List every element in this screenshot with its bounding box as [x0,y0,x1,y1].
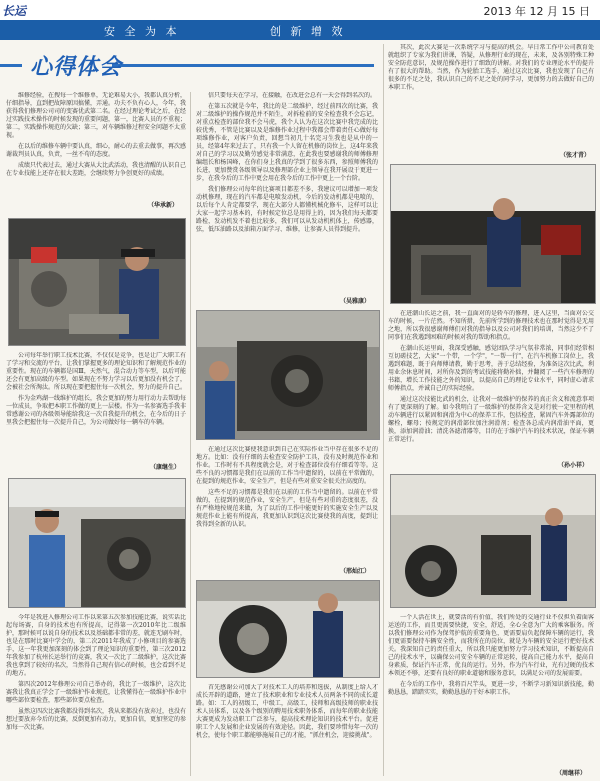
photo-mechanic-tires [196,580,380,678]
page-headline: 心得体会 [30,54,123,80]
headline-rule-right [112,64,374,67]
article-7-paragraph: 通过这次技能比武的机会，让我对一级维护的保养的真正含义和流意事项有了更深刻的了解。如今我明白了一级维护的保养含义是对行驶一定里程的机动车辆进行以紧固和润滑为中心的保养工作，包括检查，紧固汽车外露部位的螺栓，螺母；按规定的润滑部位加注润滑剂；检查各总成内润滑油平面，更换，添加润滑油；清洗各滤清器等，目的在于维护汽车的技术状况，保证车辆正常运行。 [388,396,594,443]
article-3-paragraph: 今年是我进入修理公司工作以来第五次参加技能比赛，说实话比起每场赛，自身的技术也有所提高，记得第一次2010年比二级维护，那时候可以说自身的技术以及基础都非常的差，就连无刷车时，也是在那时比赛中学会的，第二次2011年我成了小修项目的参赛选手，这一年我更加深刻的体会到了理论知识的重要性，第三次2012年我参加了杭州长运举行的竞赛，我又一次比了二级维护，这次比赛我也拿到了较好的名次，当然得自己现有信心的时候，也会看到不足的地方。 [6,614,186,677]
article-6-paragraph: 其次，此次大赛是一次系统学习与提高的机会。早日常工作中公司教育处就组织了专家为我们讲课，答疑，从修理行业的现在，未来，及各别特殊工种安全防范意识，及规范操作进行了细致的讲解。对我们的专业理论水平的提升有了很大的帮助。当然，作为轮胎工选手，通过这次比赛，我也发现了自己有很多的不足之处，我认识自己的不足之处的同学习，更加努力的去做好自己的本职工作。 [388,44,594,91]
article-3-paragraph: 虽然这四次比赛我都没得到名次，我从来都没有放弃过，也没有想过要放弃今后的比赛，反倒更加有动力，更加自信，更加坚定的参加每一次比赛。 [6,708,186,731]
article-5-paragraph: 在通过这次比赛使我意识到自己在实际作业当中存在很多不足的地方。比如：没有仔细的去检查安全防护工具，没有及时规范作业和作业。工作时有不具程度就会是，对于检查部位没有仔细看等等。这些不良的习惯都是我们在以前的工作当中遗留的，以前在平常做的，在提到的规范作业，安全生产，但是有些对重安全很关注高度的。 [196,446,378,485]
article-7-byline: （孙小祥） [558,462,589,469]
article-6-continued [388,44,594,95]
article-2 [6,352,186,430]
article-8-paragraph: 在今后的工作中，我将百尺竿头，更进一步，不断学习新知识新技能，勤勤恳恳，踏踏实实，勤勤恳恳的干好本职工作。 [388,681,594,696]
issue-date: 2013 年 12 月 15 日 [483,5,590,18]
column-divider [383,44,384,776]
article-2-paragraph: 作为金鸡湖一线维护的组长，我会更加的努力用行动力去帮助每一位成员，争取把本职工作做的更上一层楼。作为一名参赛选手我非常感谢公司的各级领导能给我这一次自我提升的机会，在今后的日子里我会把握住每一次提升自己，为公司做好每一辆车的车辆。 [6,395,186,426]
slogan-right: 创 新 增 效 [270,25,346,38]
article-5-byline: （邢灿江） [340,568,371,575]
article-4-paragraph: 信只要每天在学习，在接触，在改进会总有一天会得到名次的。 [208,92,377,99]
photo-mechanic-with-engine [8,478,186,608]
article-1-paragraph: 成绩只代表过去，通过大赛从大比武活动，我也清醒的认识自己在专业技能上还存在很大差距，会继续努力争创更好的成绩。 [6,162,186,177]
slogan-left: 安 全 为 本 [104,25,180,38]
masthead [0,0,600,21]
article-1-paragraph: 在以后的维修车辆中要认真，细心，耐心的去重去做事，再次感谢裁判员认真，负责，一丝不苟的态度。 [6,143,186,158]
article-4-byline: （吴雅康） [340,298,371,305]
photo-mechanic-workshop [390,164,596,304]
article-2-byline: （康继生） [150,464,181,471]
slogan-band [0,20,600,40]
article-5-paragraph: 这些不足的习惯都是我们在以前的工作当中遗留的。以前在平常做的，在提到的规范作业，安全生产，但是有些对重的态度很差，没有严格地按规范来做，为了以后的工作中能更好的实施安全生产以及规范作业上能有所提高，我更加认识到这次比赛使我的高度，提到让我得到全新的认识。 [196,489,378,528]
article-1 [6,92,186,181]
article-6-paragraph: 首先感谢公司加大了对技术工人的培养和选拔，从制度上给人才成长开辟的道路，建立了技术职业和专业技术人员两条不同的成长道路。如：工人的初级工，中级工，高级工，技师和高级技师的职业技术人员体系，以及各个级别的聘用技术职务体系，而每年的职业技能大赛更成为发动职工广泛参与，提高技术理论知识的技术平台。促进职工个人发展和企业发展的有效途径。因此，我们要珍惜每年一次的机会，使每个职工都能够施展自己的才能，"抓住机会，迎接挑战"。 [196,684,378,739]
article-1-paragraph: 维修经验，在搜每一个维修单，无论难易大小，我都认真分析，仔细指导，直到把故障原因搞懂，弄通。功夫不负有心人，今年，我获得我们修理公司司的变赛优武第二名。在经过理论考试之后，在经过实践技术操作的时候发现的重要问题，第一，比赛人员的不重视；第二，实践操作规范的欠缺；第三，对车辆维修过程安全问题不太重视。 [6,92,186,139]
article-6 [196,684,378,743]
article-7-paragraph: 在潮山长运里面，我深受感触，感觉团队学习气氛非常浓，同事们经常相互切磋技艺，大家"一个带，一个学"，"一帮一行"，在汽车机修工岗位上，我遇到难题，既于向师傅请教，勤于思考，善于总结经验，为准备这次比武，利用业余休息时间，对所你及到的考试技能将勤补拙，并翻阅了一些汽车修理的书籍，增长工作技能之外的知识，以提高自己的理论专业水平，同时虚心请求师傅指点，并诚自己的实际经验。 [388,345,594,392]
article-7-paragraph: 在进潮山长运之前，我一直面对的是轿车的修理，进入这里，当面对公交车的时候，一片茫然。不知所措，先前所学到的修理技术也在那时觉得是无用之地，所以我很感谢师傅们对我的指导以及公司对我们的培训，当然这少不了同事们在我遇到困难的时候对我的帮助和指点。 [388,310,594,341]
article-5 [196,446,378,532]
article-3 [6,614,186,735]
article-6-byline: （张才青） [560,152,591,159]
column-divider [190,92,191,776]
article-2-paragraph: 公司每年举行职工技术比赛，不仅仅是竞争，也是让广大职工有了学习和交流的平台，让我们掌握更多的理论知识和了解规范作业的重要性。现在的车辆都是国Ⅲ，天然气，混合动力等车型，以后可能还会有更加高级的车型。如果现在不努力学习以后更加没有机会了，会被社会所淘汰。所以现在要把握住每一次机会，努力的提升自己。 [6,352,186,391]
photo-bus-engine-compartment [196,310,380,440]
article-4-paragraph: 在第五次就是今年，我比的是二级维护，经过前四次的比赛，我对二级维护的操作规范并不陌生，对拆检前的安全检查我不会忘记，对重点检查的部位我不会马虎，我个人认为在这次比赛中我完成的比较优秀，不管是比赛以及是维修作业过程中我都会带着责任心做好每项维修作业，对客户负责，回想当初几十名完习生我也是从中的一员，经第4年来过去了，只有我一个人留在机修的岗位上，这4年来我对自己的学习以及勤劳感觉非常满意，在此我也要感谢我的师傅修理编组长和杨国峰，在你们身上我真的学到了很多东西，参照师傅我的长进，更加赞赏各级领导以及修理部企业上领导在我开展设于更进一步，在我今后的工作中更会用在我今后的工作中更上一个台阶。 [196,103,378,182]
article-7 [388,310,594,447]
article-4 [196,92,378,237]
photo-mechanic-engine-bay [8,218,186,346]
article-1-byline: （华承新） [148,202,179,209]
masthead-brand: 长运 [2,4,27,18]
headline-rule-left [0,64,22,67]
photo-tire-tools [390,474,596,608]
article-3-paragraph: 第四次2012年修理公司自己举办的，我比了一级维护，这次比赛我让我真正学会了一级维护作业规范，让我懂得在一级维护作业中哪些部位要检查，那些部位要点检查。 [6,681,186,704]
article-8-paragraph: 一个人活在世上，就要活的有价值，我们所处的交通行业不仅担负着面客运送的工作，而且更需要快捷，安全，舒适，全心全意为广大的乘客服务。所以我们修理公司作为保驾护航的重要角色，更需要肩负起保障车辆的运行，我们更需要保持车辆安全性，而我所在的岗位，就是为车辆的安全运行把好技术关。我深知自己的责任重大，所以我只能更加努力学习技术知识，不断提高自己的技术水平，以确保公司安全车辆的正常运转，提高自己能力水平，提高自身素质，保证汽车正常，优良的运行。另外，作为汽车行业，光有过硬的技术本领还不够，还要有良好的职业道德和服务意识，以满足公司的发展需要。 [388,614,594,677]
article-8 [388,614,594,700]
article-8-byline: （周继祥） [556,770,587,777]
article-4-paragraph: 我们修理公司每年的比赛项目都差不多，我建议可以增加一项发动机修理，现在的汽车都是电喷发动机，今后的发动机都是电喷的，以后每个人肯定都要学，现在大部分人都懂机械化修车，这样可以让大家一起学习基本的，有时候定位总是用得上的，因为我们每天都要路检，发动机发不着也比较多，我们可以从发动机机体上，传感器，弦，低压油路以及油箱方面学习、维修，让参赛人员得到提升。 [196,186,378,233]
